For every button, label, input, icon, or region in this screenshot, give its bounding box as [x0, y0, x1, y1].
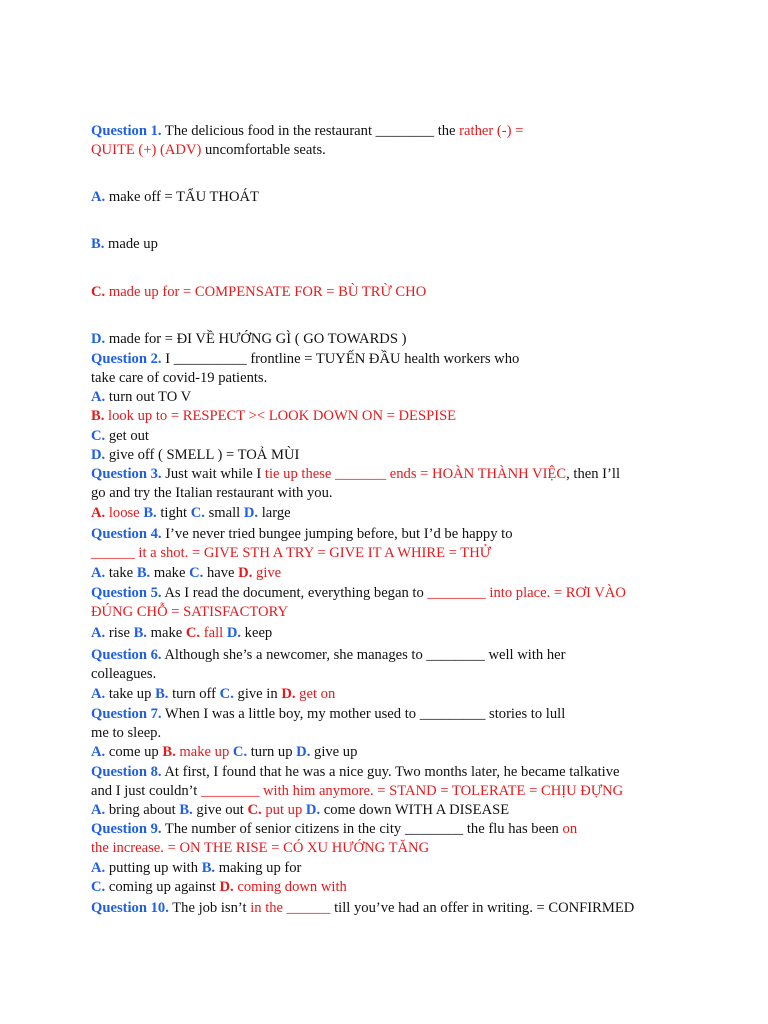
- option-d-text: give off ( SMELL ) = TOẢ MÙI: [105, 447, 300, 463]
- option-b-label: B.: [155, 686, 169, 702]
- question-4-text: I’ve never tried bungee jumping before, but I’d be happy to: [161, 526, 513, 542]
- option-a-text: take up: [105, 686, 156, 702]
- option-b-text: tight: [156, 505, 191, 521]
- question-4-line-1: [91, 525, 513, 543]
- question-2-option-a: [91, 388, 191, 406]
- option-d-text: give: [252, 565, 282, 581]
- question-5-text: As I read the document, everything began to: [161, 585, 428, 601]
- option-a-label: A.: [91, 625, 106, 641]
- option-b-label: B.: [133, 625, 147, 641]
- option-d-text: get on: [295, 686, 336, 702]
- option-c-text: put up: [261, 802, 306, 818]
- question-8-line-2: [91, 782, 623, 800]
- option-d-text: give up: [310, 744, 358, 760]
- question-5-line-2: [91, 603, 288, 621]
- option-c-label: C.: [247, 802, 262, 818]
- option-a-text: rise: [105, 625, 134, 641]
- question-5-options: [91, 624, 272, 642]
- question-9-options-cd: [91, 878, 347, 896]
- question-2-text-2: take care of covid-19 patients.: [91, 370, 268, 386]
- option-a-text: take: [105, 565, 137, 581]
- question-4-options: [91, 564, 281, 582]
- option-a-label: A.: [91, 744, 106, 760]
- option-b-label: B.: [143, 505, 157, 521]
- question-3-text-2: go and try the Italian restaurant with you.: [91, 485, 333, 501]
- option-d-text: coming down with: [233, 879, 347, 895]
- option-d-text: keep: [241, 625, 273, 641]
- option-d-label: D.: [238, 565, 253, 581]
- question-1-option-b: [91, 235, 158, 253]
- option-b-label: B.: [201, 860, 216, 876]
- question-8-text: At first, I found that he was a nice guy. Two months later, he became talkative: [161, 764, 620, 780]
- option-d-text: come down WITH A DISEASE: [320, 802, 510, 818]
- question-6-line-1: [91, 646, 565, 664]
- question-7-options: [91, 743, 357, 761]
- option-a-text: turn out TO V: [105, 389, 192, 405]
- question-6-options: [91, 685, 335, 703]
- option-a-label: A.: [91, 189, 106, 205]
- option-a-label: A.: [91, 505, 106, 521]
- question-1-line-2: [91, 141, 326, 159]
- question-2-option-d: [91, 446, 299, 464]
- option-d-label: D.: [296, 744, 311, 760]
- question-1-text: The delicious food in the restaurant ________ the: [161, 123, 460, 139]
- question-1-option-a: [91, 188, 259, 206]
- question-5-label: Question 5.: [91, 585, 162, 601]
- question-9-line-1: [91, 820, 577, 838]
- option-c-text: fall: [200, 625, 227, 641]
- question-1-note-2: QUITE (+) (ADV): [91, 142, 202, 158]
- option-c-label: C.: [91, 879, 106, 895]
- question-7-line-2: [91, 724, 161, 742]
- question-5-line-1: [91, 584, 626, 602]
- question-8-text-2: and I just couldn’t: [91, 783, 201, 799]
- question-2-line-1: [91, 350, 519, 368]
- question-4-label: Question 4.: [91, 526, 162, 542]
- question-6-label: Question 6.: [91, 647, 162, 663]
- question-1-note: rather (-) =: [459, 123, 524, 139]
- question-1-label: Question 1.: [91, 123, 162, 139]
- option-d-label: D.: [91, 447, 106, 463]
- question-3-note: tie up these _______ ends = HOÀN THÀNH VIỆC: [264, 466, 567, 482]
- option-c-label: C.: [189, 565, 204, 581]
- question-9-note-2: the increase. = ON THE RISE = CÓ XU HƯỚNG TĂNG: [91, 840, 430, 856]
- option-c-label: C.: [190, 505, 205, 521]
- question-8-label: Question 8.: [91, 764, 162, 780]
- question-2-line-2: [91, 369, 267, 387]
- question-3-text: Just wait while I: [161, 466, 265, 482]
- question-2-option-b: [91, 407, 456, 425]
- option-b-label: B.: [91, 236, 105, 252]
- question-6-text: Although she’s a newcomer, she manages to ________ well with her: [161, 647, 566, 663]
- option-c-text: give in: [233, 686, 282, 702]
- question-8-line-1: [91, 763, 620, 781]
- question-9-text: The number of senior citizens in the city ________ the flu has been: [161, 821, 563, 837]
- question-8-note: ________ with him anymore. = STAND = TOLERATE = CHỊU ĐỰNG: [200, 783, 624, 799]
- option-a-label: A.: [91, 565, 106, 581]
- question-10-line-1: [91, 899, 634, 917]
- option-b-text: look up to = RESPECT >< LOOK DOWN ON = DESPISE: [104, 408, 457, 424]
- option-d-label: D.: [91, 331, 106, 347]
- option-b-text: give out: [192, 802, 248, 818]
- option-d-text: large: [258, 505, 291, 521]
- option-b-text: make up: [175, 744, 233, 760]
- question-1-option-d: [91, 330, 406, 348]
- option-a-label: A.: [91, 389, 106, 405]
- option-d-label: D.: [281, 686, 296, 702]
- question-7-label: Question 7.: [91, 706, 162, 722]
- option-c-text: made up for = COMPENSATE FOR = BÙ TRỪ CHO: [105, 284, 427, 300]
- option-b-text: make: [150, 565, 190, 581]
- option-c-label: C.: [91, 428, 106, 444]
- question-6-line-2: [91, 665, 156, 683]
- question-6-text-2: colleagues.: [91, 666, 157, 682]
- question-10-text: The job isn’t: [168, 900, 251, 916]
- option-c-text: small: [204, 505, 244, 521]
- option-b-label: B.: [91, 408, 105, 424]
- question-4-note: ______ it a shot. = GIVE STH A TRY = GIVE IT A WHIRE = THỬ: [91, 545, 492, 561]
- question-7-text-2: me to sleep.: [91, 725, 162, 741]
- question-2-text: I __________ frontline = TUYẾN ĐẦU health workers who: [161, 351, 520, 367]
- question-10-note: in the ______: [250, 900, 331, 916]
- option-d-label: D.: [219, 879, 234, 895]
- option-a-text: come up: [105, 744, 163, 760]
- option-d-text: made for = ĐI VỀ HƯỚNG GÌ ( GO TOWARDS ): [105, 331, 407, 347]
- option-c-text: have: [203, 565, 239, 581]
- option-d-label: D.: [305, 802, 321, 818]
- question-2-label: Question 2.: [91, 351, 162, 367]
- option-b-text: made up: [104, 236, 158, 252]
- question-1-option-c: [91, 283, 426, 301]
- question-10-label: Question 10.: [91, 900, 169, 916]
- option-a-text: make off = TẨU THOÁT: [105, 189, 259, 205]
- question-3-line-1: [91, 465, 620, 483]
- option-c-label: C.: [91, 284, 106, 300]
- option-a-text: bring about: [105, 802, 180, 818]
- question-2-option-c: [91, 427, 149, 445]
- question-3-line-2: [91, 484, 333, 502]
- question-3-label: Question 3.: [91, 466, 162, 482]
- question-3-options: [91, 504, 291, 522]
- option-b-text: making up for: [215, 860, 302, 876]
- question-9-line-2: [91, 839, 429, 857]
- option-a-text: putting up with: [105, 860, 202, 876]
- option-b-label: B.: [136, 565, 151, 581]
- option-c-text: turn up: [247, 744, 297, 760]
- option-a-text: loose: [105, 505, 144, 521]
- option-c-label: C.: [219, 686, 234, 702]
- question-10-text-end: till you’ve had an offer in writing. = CONFIRMED: [330, 900, 635, 916]
- option-b-text: turn off: [168, 686, 220, 702]
- option-a-label: A.: [91, 686, 106, 702]
- question-9-options-ab: [91, 859, 301, 877]
- option-b-label: B.: [162, 744, 176, 760]
- question-8-options: [91, 801, 509, 819]
- option-c-text: get out: [105, 428, 149, 444]
- option-a-label: A.: [91, 860, 106, 876]
- question-5-note: ________ into place. = RƠI VÀO: [427, 585, 626, 601]
- question-9-note: on: [562, 821, 578, 837]
- option-b-label: B.: [179, 802, 193, 818]
- question-5-note-2: ĐÚNG CHỖ = SATISFACTORY: [91, 604, 289, 620]
- question-7-line-1: [91, 705, 565, 723]
- option-c-label: C.: [232, 744, 248, 760]
- question-9-label: Question 9.: [91, 821, 162, 837]
- question-1-text-2: uncomfortable seats.: [201, 142, 326, 158]
- question-1-line-1: [91, 122, 523, 140]
- question-4-line-2: [91, 544, 491, 562]
- option-d-label: D.: [226, 625, 242, 641]
- option-a-label: A.: [91, 802, 106, 818]
- option-c-label: C.: [185, 625, 201, 641]
- option-d-label: D.: [243, 505, 259, 521]
- option-b-text: make: [146, 625, 186, 641]
- question-7-text: When I was a little boy, my mother used to _________ stories to lull: [161, 706, 566, 722]
- question-3-text-end: , then I’ll: [566, 466, 620, 482]
- option-c-text: coming up against: [105, 879, 220, 895]
